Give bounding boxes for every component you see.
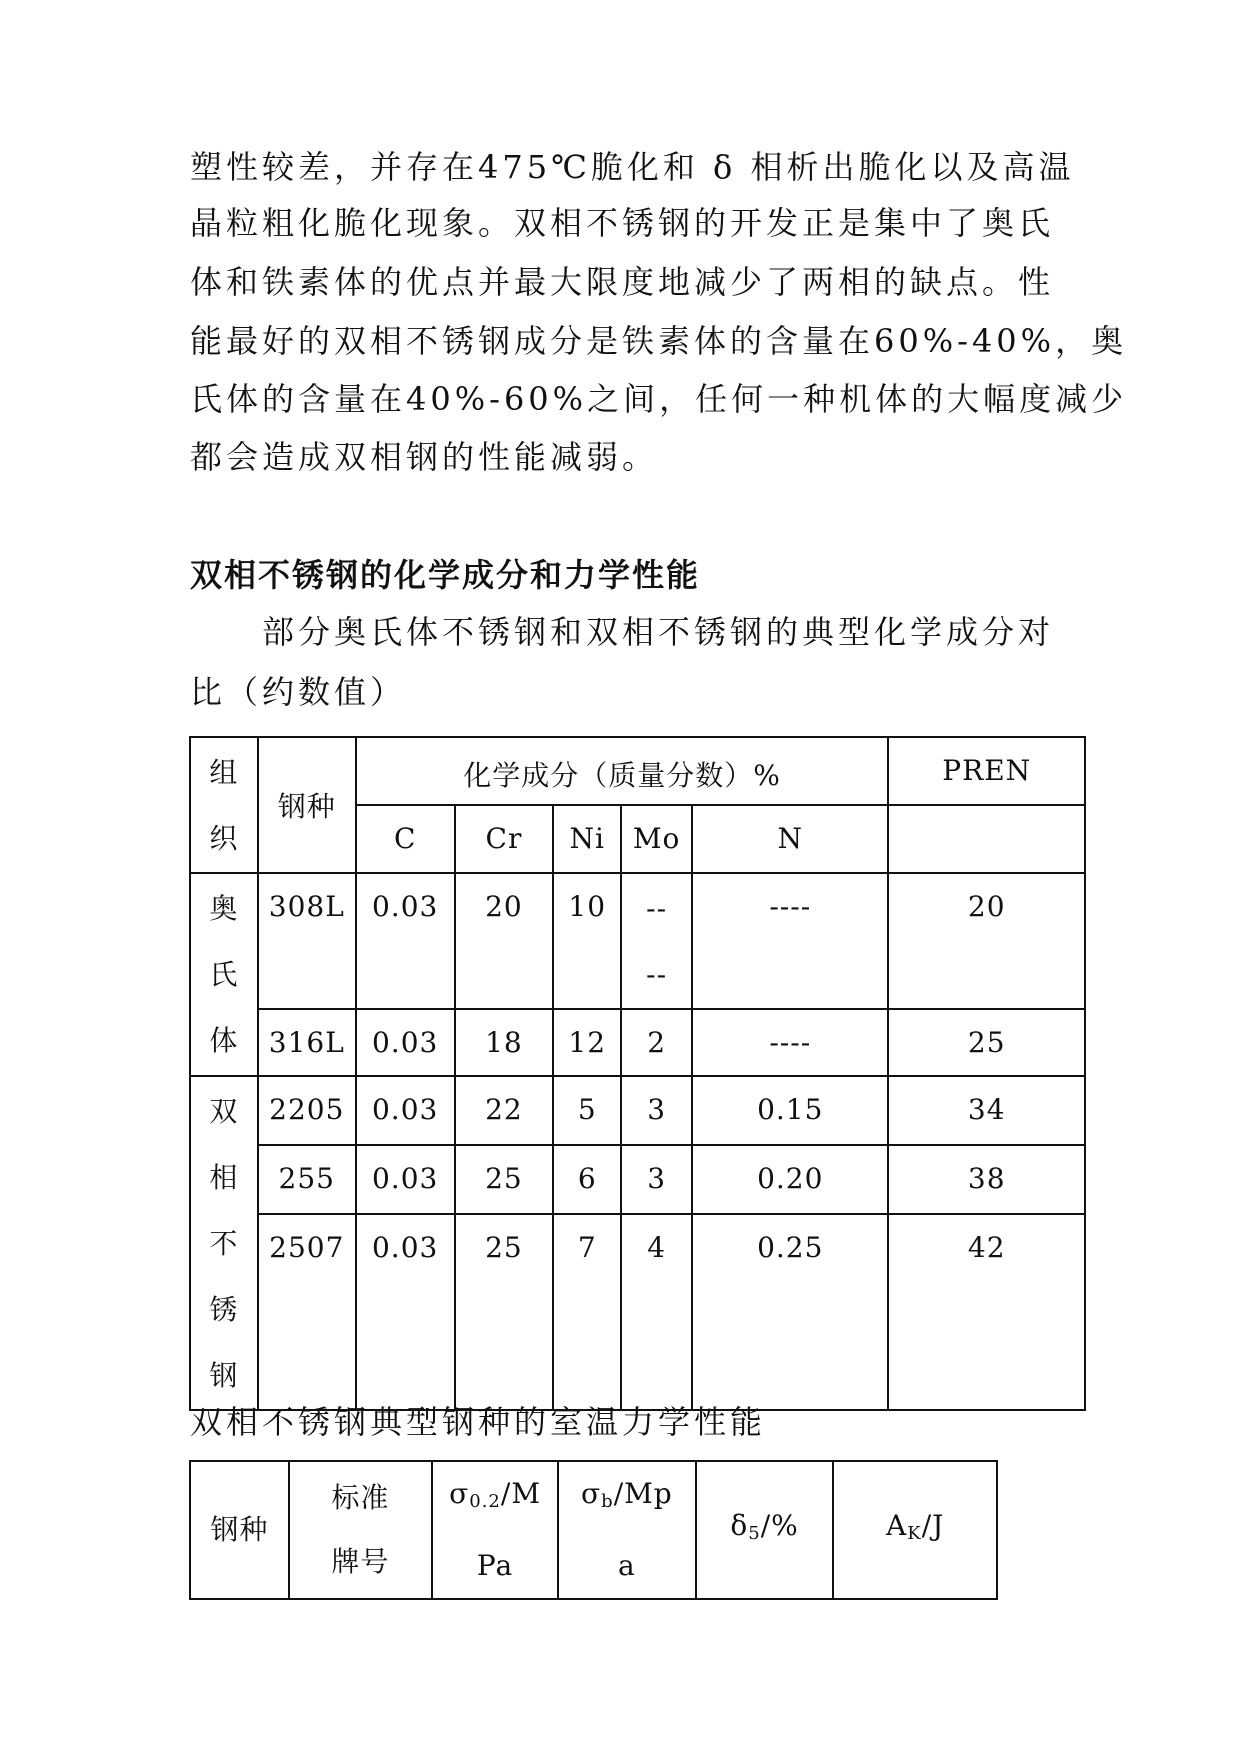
unit-part: /% — [760, 1509, 799, 1542]
header-cr: Cr — [455, 805, 554, 873]
group-duplex — [190, 1076, 258, 1410]
cell-ni: 7 — [553, 1214, 621, 1410]
cell-grade: 2205 — [258, 1076, 356, 1145]
header-n: N — [692, 805, 888, 873]
cell-mo-line: -- — [646, 892, 668, 925]
table-row — [190, 1076, 1085, 1145]
paragraph-line: 晶粒粗化脆化现象。双相不锈钢的开发正是集中了奥氏 — [190, 204, 1055, 242]
paragraph-line: 能最好的双相不锈钢成分是铁素体的含量在60%-40%，奥 — [190, 322, 1128, 360]
cell-mo: 3 — [621, 1145, 692, 1214]
cell-n: 0.15 — [692, 1076, 888, 1145]
cell-grade: 316L — [258, 1009, 356, 1076]
group-char: 相 — [209, 1161, 239, 1194]
header-yield-strength — [432, 1461, 558, 1599]
cell-grade: 2507 — [258, 1214, 356, 1410]
cell-mo — [621, 873, 692, 1009]
table-row — [190, 873, 1085, 1009]
subscript: 5 — [748, 1523, 761, 1544]
cell-ni: 10 — [553, 873, 621, 1009]
group-char: 双 — [209, 1095, 239, 1128]
unit-part: /Mp — [613, 1477, 673, 1510]
header-structure — [190, 737, 258, 873]
unit-part: a — [618, 1549, 636, 1582]
header-grade: 钢种 — [258, 737, 356, 873]
cell-cr: 18 — [455, 1009, 554, 1076]
delta-symbol: δ — [730, 1509, 749, 1542]
cell-mo: 3 — [621, 1076, 692, 1145]
section-heading: 双相不锈钢的化学成分和力学性能 — [190, 556, 701, 594]
unit-part: /M — [500, 1477, 541, 1510]
subscript: 0.2 — [469, 1491, 501, 1512]
mechanical-properties-table — [189, 1460, 998, 1600]
header-elongation — [696, 1461, 834, 1599]
cell-grade: 255 — [258, 1145, 356, 1214]
cell-c: 0.03 — [356, 1009, 455, 1076]
table2-caption: 双相不锈钢典型钢种的室温力学性能 — [190, 1403, 767, 1441]
unit-part: Pa — [476, 1549, 514, 1582]
cell-pren: 34 — [888, 1076, 1085, 1145]
cell-n: ---- — [692, 1009, 888, 1076]
table-row — [190, 1009, 1085, 1076]
subscript: K — [907, 1523, 922, 1544]
cell-ni: 12 — [553, 1009, 621, 1076]
group-char: 锈 — [209, 1293, 239, 1326]
cell-n: 0.25 — [692, 1214, 888, 1410]
cell-n: ---- — [692, 873, 888, 1009]
group-austenite — [190, 873, 258, 1076]
group-char: 不 — [209, 1227, 239, 1260]
unit-part: /J — [921, 1509, 945, 1542]
cell-pren: 20 — [888, 873, 1085, 1009]
header-standard-line: 标准 — [331, 1481, 390, 1514]
cell-ni: 6 — [553, 1145, 621, 1214]
header-structure-char: 组 — [209, 756, 239, 789]
sigma-symbol: σ — [449, 1477, 470, 1510]
header-c: C — [356, 805, 455, 873]
cell-c: 0.03 — [356, 1145, 455, 1214]
paragraph-line: 氏体的含量在40%-60%之间，任何一种机体的大幅度减少 — [190, 380, 1128, 418]
group-char: 氏 — [209, 958, 239, 991]
cell-cr: 20 — [455, 873, 554, 1009]
cell-cr: 25 — [455, 1214, 554, 1410]
sigma-symbol: σ — [581, 1477, 602, 1510]
header-ni: Ni — [553, 805, 621, 873]
header-impact-energy — [833, 1461, 997, 1599]
cell-c: 0.03 — [356, 1214, 455, 1410]
group-char: 体 — [209, 1024, 239, 1057]
cell-pren: 42 — [888, 1214, 1085, 1410]
cell-grade: 308L — [258, 873, 356, 1009]
cell-cr: 25 — [455, 1145, 554, 1214]
header-pren-empty — [888, 805, 1085, 873]
header-pren: PREN — [888, 737, 1085, 805]
table1-caption-line: 部分奥氏体不锈钢和双相不锈钢的典型化学成分对 — [262, 613, 1055, 651]
table1-caption-line: 比（约数值） — [190, 673, 407, 711]
header-mo: Mo — [621, 805, 692, 873]
cell-ni: 5 — [553, 1076, 621, 1145]
header-standard — [289, 1461, 432, 1599]
header-composition: 化学成分（质量分数）% — [356, 737, 889, 805]
cell-pren: 25 — [888, 1009, 1085, 1076]
cell-mo-line: -- — [646, 958, 668, 991]
table-row — [190, 1145, 1085, 1214]
cell-c: 0.03 — [356, 1076, 455, 1145]
cell-mo: 2 — [621, 1009, 692, 1076]
header-grade: 钢种 — [190, 1461, 289, 1599]
header-standard-line: 牌号 — [331, 1545, 390, 1578]
paragraph-line: 塑性较差，并存在475℃脆化和 δ 相析出脆化以及高温 — [190, 148, 1075, 186]
cell-pren: 38 — [888, 1145, 1085, 1214]
header-tensile-strength — [558, 1461, 696, 1599]
cell-mo: 4 — [621, 1214, 692, 1410]
group-char: 奥 — [209, 892, 239, 925]
group-char: 钢 — [209, 1359, 239, 1392]
header-structure-char: 织 — [209, 822, 239, 855]
paragraph-line: 体和铁素体的优点并最大限度地减少了两相的缺点。性 — [190, 263, 1055, 301]
cell-n: 0.20 — [692, 1145, 888, 1214]
cell-c: 0.03 — [356, 873, 455, 1009]
table-row — [190, 1214, 1085, 1410]
composition-table — [189, 736, 1086, 1411]
cell-cr: 22 — [455, 1076, 554, 1145]
paragraph-line: 都会造成双相钢的性能减弱。 — [190, 438, 659, 476]
subscript: b — [601, 1491, 614, 1512]
a-symbol: A — [886, 1509, 908, 1542]
